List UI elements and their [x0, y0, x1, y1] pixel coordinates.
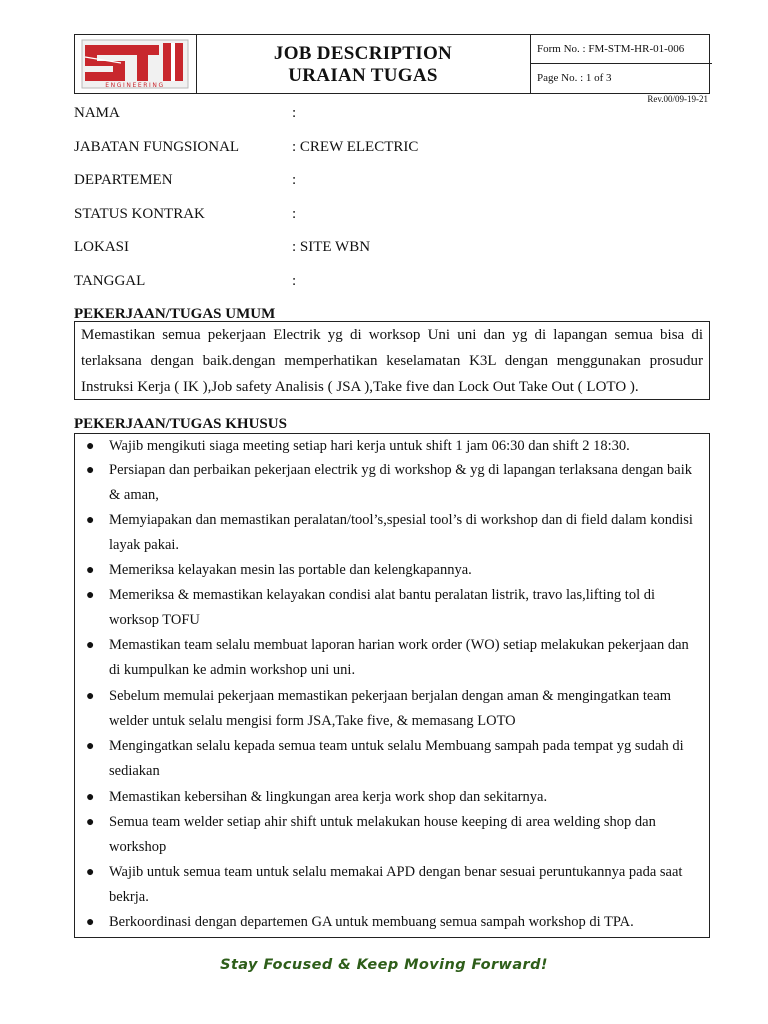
field-value: : — [292, 273, 297, 289]
bullet-icon: ● — [86, 638, 95, 653]
field-value: : — [292, 105, 297, 121]
list-item-text: Wajib mengikuti siaga meeting setiap hari kerja untuk shift 1 jam 06:30 dan shift 2 18:30. — [109, 438, 630, 454]
general-duties-box — [74, 321, 710, 400]
field-value: : — [292, 206, 297, 222]
document-header — [74, 34, 710, 94]
field-value: : CREW ELECTRIC — [292, 139, 419, 155]
list-item — [75, 633, 709, 684]
revision-label: Rev.00/09-19-21 — [647, 94, 708, 104]
list-item-text: Memastikan team selalu membuat laporan harian work order (WO) setiap melakukan pekerjaan dan di kumpulkan ke admin workshop uni uni. — [109, 637, 689, 679]
list-item-text: Mengingatkan selalu kepada semua team untuk selalu Membuang sampah pada tempat yg sudah di sediakan — [109, 738, 684, 780]
list-item — [75, 785, 709, 810]
bullet-icon: ● — [86, 513, 95, 528]
list-item-text: Memeriksa kelayakan mesin las portable dan kelengkapannya. — [109, 562, 472, 578]
list-item-text: Berkoordinasi dengan departemen GA untuk membuang semua sampah workshop di TPA. — [109, 914, 634, 930]
list-item-text: Sebelum memulai pekerjaan memastikan pekerjaan berjalan dengan aman & mengingatkan team welder untuk selalu mengisi form JSA,Take five, & memasang LOTO — [109, 688, 672, 730]
field-label: LOKASI — [74, 239, 129, 255]
company-logo — [75, 35, 197, 93]
footer-slogan: Stay Focused & Keep Moving Forward! — [220, 957, 548, 973]
bullet-icon: ● — [86, 815, 95, 830]
field-value: : SITE WBN — [292, 239, 371, 255]
list-item — [75, 684, 709, 735]
form-number: Form No. : FM-STM-HR-01-006 — [531, 35, 712, 64]
general-duties-text: Memastikan semua pekerjaan Electrik yg di worksop Uni uni dan yg di lapangan semua bisa di terlaksana dengan baik.dengan memperhatikan keselamatan K3L dengan menggunakan prosudur Instruksi Kerja ( IK ),Job safety Analisis ( JSA ),Take five dan Lock Out Take Out ( LOTO ). — [81, 327, 703, 395]
page-number: Page No. : 1 of 3 — [537, 72, 612, 84]
special-duties-box — [74, 433, 710, 938]
list-item — [75, 860, 709, 911]
list-item-text: Memastikan kebersihan & lingkungan area kerja work shop dan sekitarnya. — [109, 789, 548, 805]
bullet-icon: ● — [86, 739, 95, 754]
list-item — [75, 810, 709, 861]
list-item — [75, 910, 709, 935]
field-label: JABATAN FUNGSIONAL — [74, 139, 240, 155]
list-item-text: Semua team welder setiap ahir shift untuk melakukan house keeping di area welding shop dan workshop — [109, 814, 656, 856]
list-item — [75, 458, 709, 509]
document-title — [196, 35, 530, 93]
list-item — [75, 508, 709, 559]
list-item — [75, 734, 709, 785]
field-label: TANGGAL — [74, 273, 146, 289]
title-line-1: JOB DESCRIPTION — [273, 43, 453, 64]
bullet-icon: ● — [86, 463, 95, 478]
form-info — [530, 35, 712, 93]
st-engineering-logo-icon — [75, 35, 196, 93]
field-value: : — [292, 172, 297, 188]
bullet-icon: ● — [86, 439, 95, 454]
list-item — [75, 558, 709, 583]
list-item-text: Memeriksa & memastikan kelayakan condisi alat bantu peralatan listrik, travo las,lifting tol di worksop TOFU — [109, 587, 656, 629]
bullet-icon: ● — [86, 588, 95, 603]
list-item — [75, 434, 709, 459]
title-line-2: URAIAN TUGAS — [288, 65, 438, 86]
special-section-title: PEKERJAAN/TUGAS KHUSUS — [74, 416, 287, 432]
bullet-icon: ● — [86, 790, 95, 805]
bullet-icon: ● — [86, 563, 95, 578]
field-label: STATUS KONTRAK — [74, 206, 205, 222]
field-label: NAMA — [74, 105, 120, 121]
logo-subtext: ENGINEERING — [105, 82, 165, 89]
list-item-text: Memyiapakan dan memastikan peralatan/tool’s,spesial tool’s di workshop dan di field dalam kondisi layak pakai. — [109, 512, 693, 554]
list-item-text: Persiapan dan perbaikan pekerjaan electrik yg di workshop & yg di lapangan terlaksana dengan baik & aman, — [109, 462, 693, 504]
list-item-text: Wajib untuk semua team untuk selalu memakai APD dengan benar sesuai peruntukannya pada saat bekrja. — [109, 864, 683, 906]
bullet-icon: ● — [86, 865, 95, 880]
bullet-icon: ● — [86, 915, 95, 930]
list-item — [75, 583, 709, 634]
bullet-icon: ● — [86, 689, 95, 704]
general-section-title: PEKERJAAN/TUGAS UMUM — [74, 306, 276, 322]
field-label: DEPARTEMEN — [74, 172, 173, 188]
